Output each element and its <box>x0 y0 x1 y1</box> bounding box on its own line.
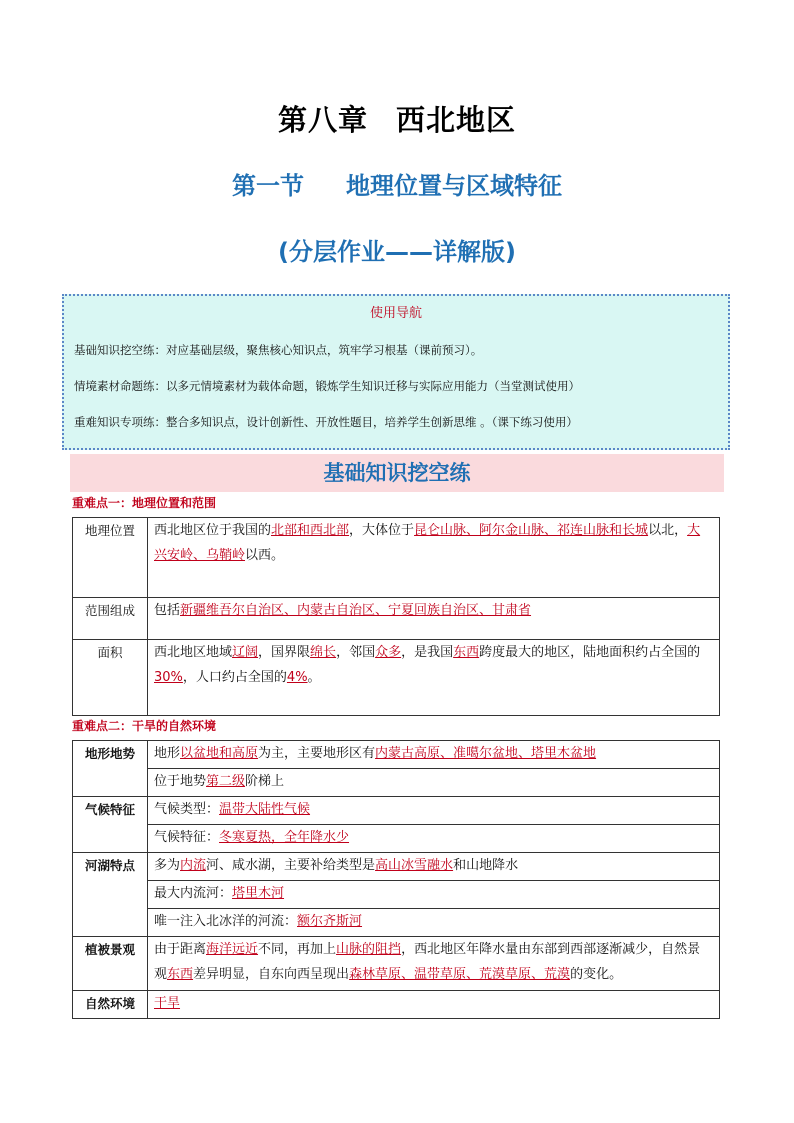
body-text: 气候特征： <box>154 830 220 845</box>
table-row <box>73 991 720 1019</box>
section-number: 第一节 <box>232 172 304 200</box>
row-content <box>148 881 720 909</box>
body-text: 和山地降水 <box>453 858 519 873</box>
row-label: 地理位置 <box>73 518 148 598</box>
body-text: 西北地区位于我国的 <box>154 523 272 538</box>
body-text: ，人口约占全国的 <box>182 670 287 685</box>
row-content <box>148 797 720 825</box>
table-row <box>73 598 720 640</box>
section-name: 地理位置与区域特征 <box>346 172 562 200</box>
row-label: 面积 <box>73 640 148 716</box>
chapter-name: 西北地区 <box>396 103 517 137</box>
table-row <box>73 797 720 825</box>
row-label: 自然环境 <box>73 991 148 1019</box>
answer-text: 内蒙古高原、准噶尔盆地、塔里木盆地 <box>375 746 597 761</box>
body-text: 河、咸水湖，主要补给类型是 <box>206 858 376 873</box>
chapter-number: 第八章 <box>277 103 368 137</box>
environment-table <box>72 740 720 1019</box>
body-text: 以北， <box>648 523 688 538</box>
body-text: 由于距离 <box>154 942 207 957</box>
answer-text: 高山冰雪融水 <box>375 858 454 873</box>
answer-text: 冬寒夏热，全年降水少 <box>219 830 350 845</box>
body-text: 最大内流河： <box>154 886 233 901</box>
answer-text: 昆仑山脉、阿尔金山脉、祁连山脉和长城 <box>414 523 649 538</box>
section-banner: 基础知识挖空练 <box>70 454 724 492</box>
body-text: 。 <box>307 670 321 685</box>
table-row <box>73 881 720 909</box>
subtitle: (分层作业——详解版) <box>278 238 516 266</box>
table-row <box>73 909 720 937</box>
body-text: 包括 <box>154 603 181 618</box>
body-text: 气候类型： <box>154 802 220 817</box>
body-text: 跨度最大的地区，陆地面积约占全国的 <box>479 645 701 660</box>
table-row <box>73 853 720 881</box>
answer-text: 森林草原、温带草原、荒漠草原、荒漠 <box>349 967 571 982</box>
row-label: 地形地势 <box>73 741 148 797</box>
answer-text: 塔里木河 <box>232 886 285 901</box>
body-text: 以西。 <box>245 548 285 563</box>
body-text: 唯一注入北冰洋的河流： <box>154 914 298 929</box>
body-text: 为主，主要地形区有 <box>258 746 376 761</box>
answer-text: 海洋远近 <box>206 942 259 957</box>
row-content <box>148 991 720 1019</box>
guide-line-special: 重难知识专项练：整合多知识点，设计创新性、开放性题目，培养学生创新思维 。（课下练习使用） <box>74 415 578 429</box>
row-label: 范围组成 <box>73 598 148 640</box>
body-text: ，国界限 <box>258 645 311 660</box>
row-label: 河湖特点 <box>73 853 148 937</box>
answer-text: 山脉的阻挡 <box>336 942 402 957</box>
table-row <box>73 741 720 769</box>
body-text: ，是我国 <box>401 645 454 660</box>
usage-guide-box <box>62 294 730 450</box>
chapter-title <box>0 98 794 139</box>
key-point-2-title: 重难点二：干旱的自然环境 <box>72 719 217 733</box>
answer-text: 辽阔 <box>232 645 259 660</box>
answer-text: 东西 <box>453 645 480 660</box>
table-row <box>73 825 720 853</box>
guide-line-basic: 基础知识挖空练：对应基础层级，聚焦核心知识点，筑牢学习根基（课前预习）。 <box>74 343 483 357</box>
table-row <box>73 640 720 716</box>
answer-text: 东西 <box>167 967 194 982</box>
row-content <box>148 853 720 881</box>
guide-line-context: 情境素材命题练：以多元情境素材为载体命题，锻炼学生知识迁移与实际应用能力（当堂测试使用） <box>74 379 580 393</box>
answer-text: 新疆维吾尔自治区、内蒙古自治区、宁夏回族自治区、甘肃省 <box>180 603 532 618</box>
answer-text: 30% <box>154 670 183 685</box>
answer-text: 以盆地和高原 <box>180 746 259 761</box>
usage-guide-title: 使用导航 <box>369 306 422 321</box>
answer-text: 温带大陆性气候 <box>219 802 311 817</box>
location-table <box>72 517 720 716</box>
answer-text: 北部和西北部 <box>271 523 350 538</box>
section-title <box>0 166 794 201</box>
row-content <box>148 909 720 937</box>
answer-text: 内流 <box>180 858 207 873</box>
answer-text: 额尔齐斯河 <box>297 914 363 929</box>
body-text: 位于地势 <box>154 774 207 789</box>
body-text: 阶梯上 <box>245 774 285 789</box>
table-row <box>73 769 720 797</box>
body-text: 不同，再加上 <box>258 942 337 957</box>
answer-text: 干旱 <box>154 996 181 1011</box>
answer-text: 绵长 <box>310 645 337 660</box>
body-text: 多为 <box>154 858 181 873</box>
answer-text: 第二级 <box>206 774 246 789</box>
answer-text: 众多 <box>375 645 402 660</box>
row-content <box>148 640 720 716</box>
body-text: ，西北地区年降水量由东部到西部逐渐减少，自然景观 <box>154 942 701 982</box>
row-content <box>148 937 720 991</box>
row-content <box>148 741 720 769</box>
row-label: 植被景观 <box>73 937 148 991</box>
answer-text: 4% <box>286 670 308 685</box>
row-content <box>148 598 720 640</box>
answer-text: 大兴安岭、乌鞘岭 <box>154 523 701 563</box>
row-content <box>148 769 720 797</box>
row-content <box>148 518 720 598</box>
body-text: 的变化。 <box>570 967 623 982</box>
body-text: 西北地区地域 <box>154 645 233 660</box>
table-row <box>73 937 720 991</box>
row-label: 气候特征 <box>73 797 148 853</box>
body-text: ，邻国 <box>336 645 376 660</box>
key-point-1-title: 重难点一：地理位置和范围 <box>72 496 217 510</box>
table-row <box>73 518 720 598</box>
body-text: ，大体位于 <box>349 523 415 538</box>
row-content <box>148 825 720 853</box>
body-text: 地形 <box>154 746 181 761</box>
body-text: 差异明显，自东向西呈现出 <box>193 967 350 982</box>
